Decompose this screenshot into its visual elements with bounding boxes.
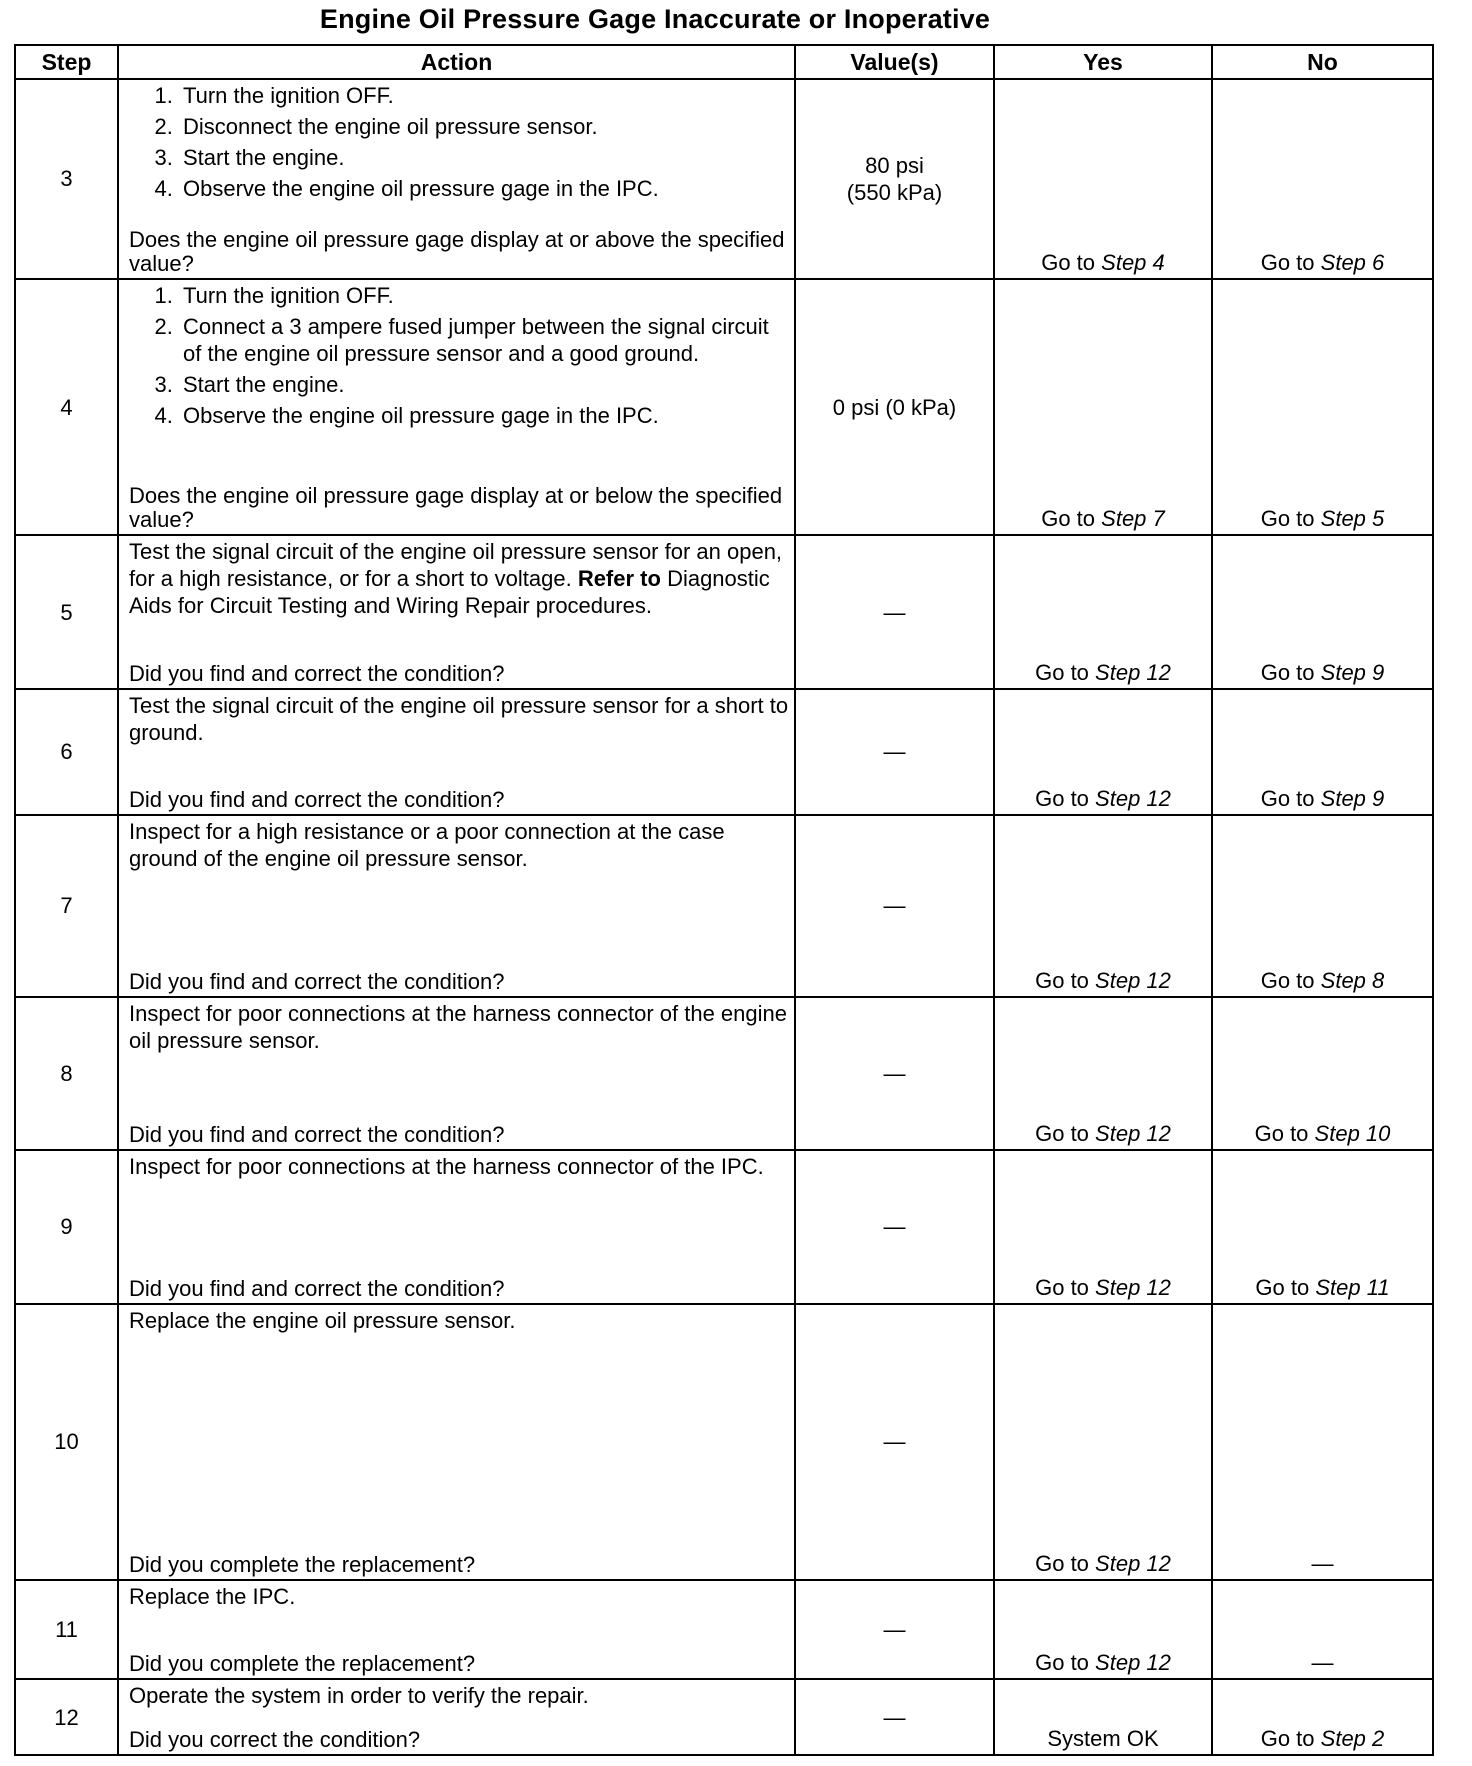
diagnostic-table: [14, 44, 1434, 1756]
go-to-label: Go to: [1041, 506, 1096, 532]
value-cell: [795, 689, 994, 815]
yes-cell: [994, 535, 1212, 688]
table-row: [15, 1150, 1433, 1303]
action-cell: [118, 1304, 795, 1581]
no-cell: [1212, 1304, 1433, 1581]
go-to-label: Go to: [1035, 786, 1089, 811]
action-text: [129, 538, 790, 619]
action-text: [129, 692, 790, 746]
go-to-label: Go to: [1035, 1274, 1089, 1300]
action-content: [119, 536, 794, 687]
action-cell: [118, 1580, 795, 1679]
action-instruction: Test the signal circuit of the engine oil pressure sensor for a short to ground.: [129, 692, 789, 745]
go-to-label: Go to: [1041, 249, 1096, 275]
header-values: Value(s): [795, 45, 994, 79]
dash-mark: —: [883, 599, 906, 625]
action-question: Did you find and correct the condition?: [129, 968, 505, 994]
action-cell: [118, 79, 795, 279]
value-cell: [795, 535, 994, 688]
yes-result: System OK: [1047, 1726, 1159, 1751]
step-number: 12: [15, 1679, 118, 1755]
substep-item: 1. Turn the ignition OFF.: [179, 282, 790, 309]
step-number: 4: [15, 279, 118, 535]
action-cell: [118, 815, 795, 997]
action-text: [129, 1583, 790, 1610]
action-content: [119, 1305, 794, 1580]
substep-item: 2. Disconnect the engine oil pressure sensor.: [179, 113, 790, 140]
value-text: (550 kPa): [846, 179, 943, 205]
action-text: [129, 818, 790, 872]
no-cell: [1212, 79, 1433, 279]
dash-mark: —: [883, 739, 906, 765]
action-question: Did you find and correct the condition?: [129, 1275, 505, 1301]
yes-cell: [994, 997, 1212, 1150]
yes-cell: [994, 1580, 1212, 1679]
go-to-label: Go to: [1260, 967, 1315, 993]
action-instructions: [129, 1682, 790, 1709]
action-cell: [118, 997, 795, 1150]
header-step: Step: [15, 45, 118, 79]
action-instructions: [129, 538, 790, 619]
yes-cell: [994, 1679, 1212, 1755]
go-to-label: Go to: [1035, 1650, 1089, 1676]
action-question: Does the engine oil pressure gage display at or below the specified value?: [129, 483, 783, 533]
go-to-label: Go to: [1260, 249, 1315, 275]
no-cell: [1212, 1679, 1433, 1755]
step-number: 5: [15, 535, 118, 688]
step-reference: Step 10: [1314, 1121, 1391, 1147]
value-cell: [795, 1304, 994, 1581]
step-reference: Step 12: [1095, 1121, 1171, 1147]
yes-cell: [994, 815, 1212, 997]
action-content: [119, 1151, 794, 1302]
go-to-label: Go to: [1260, 506, 1315, 532]
yes-cell: [994, 79, 1212, 279]
value-cell: [795, 1150, 994, 1303]
value-cell: [795, 79, 994, 279]
action-instructions: [129, 692, 790, 746]
go-to-label: Go to: [1260, 786, 1315, 811]
table-row: [15, 815, 1433, 997]
dash-mark: —: [883, 893, 906, 919]
go-to-label: Go to: [1260, 659, 1315, 685]
action-content: [119, 816, 794, 996]
table-row: [15, 1679, 1433, 1755]
substep-item: 3. Start the engine.: [179, 371, 790, 398]
header-row: [15, 45, 1433, 79]
value-text: 80 psi: [865, 152, 924, 178]
value-cell: [795, 1580, 994, 1679]
action-question: Did you find and correct the condition?: [129, 787, 505, 812]
page-title: Engine Oil Pressure Gage Inaccurate or Inoperative: [319, 4, 991, 34]
go-to-label: Go to: [1035, 1121, 1089, 1147]
step-reference: Step 4: [1101, 249, 1165, 275]
action-question: Did you complete the replacement?: [129, 1651, 476, 1677]
action-instructions: [129, 818, 790, 872]
refer-text: Diagnostic Aids for Circuit Testing and Wiring Repair procedures.: [129, 566, 770, 619]
yes-cell: [994, 689, 1212, 815]
action-question: Did you find and correct the condition?: [129, 1122, 505, 1148]
step-reference: Step 12: [1095, 659, 1171, 685]
step-reference: Step 9: [1320, 659, 1385, 685]
action-content: [119, 1680, 794, 1754]
no-result: —: [1311, 1551, 1334, 1577]
action-content: [119, 998, 794, 1149]
action-cell: [118, 1150, 795, 1303]
action-cell: [118, 535, 795, 688]
go-to-label: Go to: [1035, 1551, 1089, 1577]
action-question: Does the engine oil pressure gage display at or above the specified value?: [129, 226, 785, 276]
action-instructions: [129, 282, 790, 433]
dash-mark: —: [883, 1704, 906, 1730]
step-reference: Step 6: [1320, 249, 1385, 275]
value-text: 0 psi (0 kPa): [832, 394, 957, 420]
step-reference: Step 12: [1095, 1274, 1171, 1300]
dash-mark: —: [883, 1617, 906, 1643]
substep-item: 3. Start the engine.: [179, 144, 790, 171]
no-cell: [1212, 815, 1433, 997]
step-number: 10: [15, 1304, 118, 1581]
value-cell: [795, 1679, 994, 1755]
step-reference: Step 11: [1315, 1274, 1390, 1300]
action-instruction: Test the signal circuit of the engine oil pressure sensor for an open, for a high resistance, or for a short to voltage.: [129, 539, 783, 592]
yes-cell: [994, 1304, 1212, 1581]
action-text: [129, 1000, 790, 1054]
step-reference: Step 2: [1320, 1726, 1385, 1751]
header-yes: Yes: [994, 45, 1212, 79]
no-cell: [1212, 535, 1433, 688]
step-number: 3: [15, 79, 118, 279]
no-result: —: [1311, 1650, 1334, 1676]
refer-label: Refer to: [577, 566, 661, 592]
step-number: 6: [15, 689, 118, 815]
action-instruction: Inspect for poor connections at the harness connector of the engine oil pressure sensor.: [129, 1000, 787, 1053]
go-to-label: Go to: [1254, 1121, 1309, 1147]
table-row: [15, 997, 1433, 1150]
no-cell: [1212, 279, 1433, 535]
action-content: [119, 80, 794, 278]
table-row: [15, 279, 1433, 535]
substep-item: 2. Connect a 3 ampere fused jumper between the signal circuit of the engine oil pressure sensor and a good ground.: [179, 313, 790, 367]
yes-cell: [994, 279, 1212, 535]
step-reference: Step 12: [1095, 1551, 1171, 1577]
step-number: 9: [15, 1150, 118, 1303]
table-row: [15, 1304, 1433, 1581]
step-reference: Step 7: [1101, 506, 1165, 532]
action-instructions: [129, 1153, 790, 1180]
dash-mark: —: [883, 1060, 906, 1086]
action-content: [119, 280, 794, 534]
go-to-label: Go to: [1035, 659, 1089, 685]
step-number: 11: [15, 1580, 118, 1679]
action-cell: [118, 1679, 795, 1755]
header-no: No: [1212, 45, 1433, 79]
substep-list: [129, 82, 790, 202]
no-cell: [1212, 997, 1433, 1150]
action-instructions: [129, 1583, 790, 1610]
substep-list: [129, 282, 790, 429]
action-instruction: Inspect for a high resistance or a poor connection at the case ground of the engine oil pressure sensor.: [129, 819, 725, 871]
substep-item: 4. Observe the engine oil pressure gage in the IPC.: [179, 175, 790, 202]
table-row: [15, 79, 1433, 279]
action-text: [129, 1153, 790, 1180]
action-cell: [118, 279, 795, 535]
no-cell: [1212, 1580, 1433, 1679]
value-cell: [795, 997, 994, 1150]
go-to-label: Go to: [1035, 967, 1089, 993]
action-instruction: Replace the IPC.: [129, 1584, 296, 1610]
step-reference: Step 5: [1320, 506, 1385, 532]
go-to-label: Go to: [1260, 1726, 1315, 1751]
action-question: Did you correct the condition?: [129, 1727, 421, 1752]
dash-mark: —: [883, 1214, 906, 1240]
yes-cell: [994, 1150, 1212, 1303]
step-number: 8: [15, 997, 118, 1150]
go-to-label: Go to: [1255, 1274, 1310, 1300]
action-instruction: Inspect for poor connections at the harness connector of the IPC.: [129, 1154, 764, 1180]
value-cell: [795, 815, 994, 997]
step-reference: Step 12: [1095, 1650, 1171, 1676]
action-instructions: [129, 1000, 790, 1054]
step-reference: Step 8: [1320, 967, 1385, 993]
action-cell: [118, 689, 795, 815]
table-body: [15, 79, 1433, 1755]
step-reference: Step 12: [1095, 786, 1171, 811]
step-number: 7: [15, 815, 118, 997]
action-question: Did you find and correct the condition?: [129, 660, 505, 686]
step-reference: Step 12: [1095, 967, 1171, 993]
value-cell: [795, 279, 994, 535]
action-content: [119, 690, 794, 814]
action-text: [129, 1307, 790, 1334]
table-row: [15, 535, 1433, 688]
table-row: [15, 689, 1433, 815]
action-instructions: [129, 82, 790, 206]
action-instruction: Replace the engine oil pressure sensor.: [129, 1307, 516, 1333]
dash-mark: —: [883, 1429, 906, 1455]
action-question: Did you complete the replacement?: [129, 1552, 476, 1578]
substep-item: 1. Turn the ignition OFF.: [179, 82, 790, 109]
no-cell: [1212, 689, 1433, 815]
action-instructions: [129, 1307, 790, 1334]
substep-item: 4. Observe the engine oil pressure gage in the IPC.: [179, 402, 790, 429]
action-instruction: Operate the system in order to verify the repair.: [129, 1683, 589, 1709]
action-text: [129, 1682, 790, 1709]
header-action: Action: [118, 45, 795, 79]
no-cell: [1212, 1150, 1433, 1303]
action-content: [119, 1581, 794, 1678]
step-reference: Step 9: [1320, 786, 1385, 811]
table-row: [15, 1580, 1433, 1679]
